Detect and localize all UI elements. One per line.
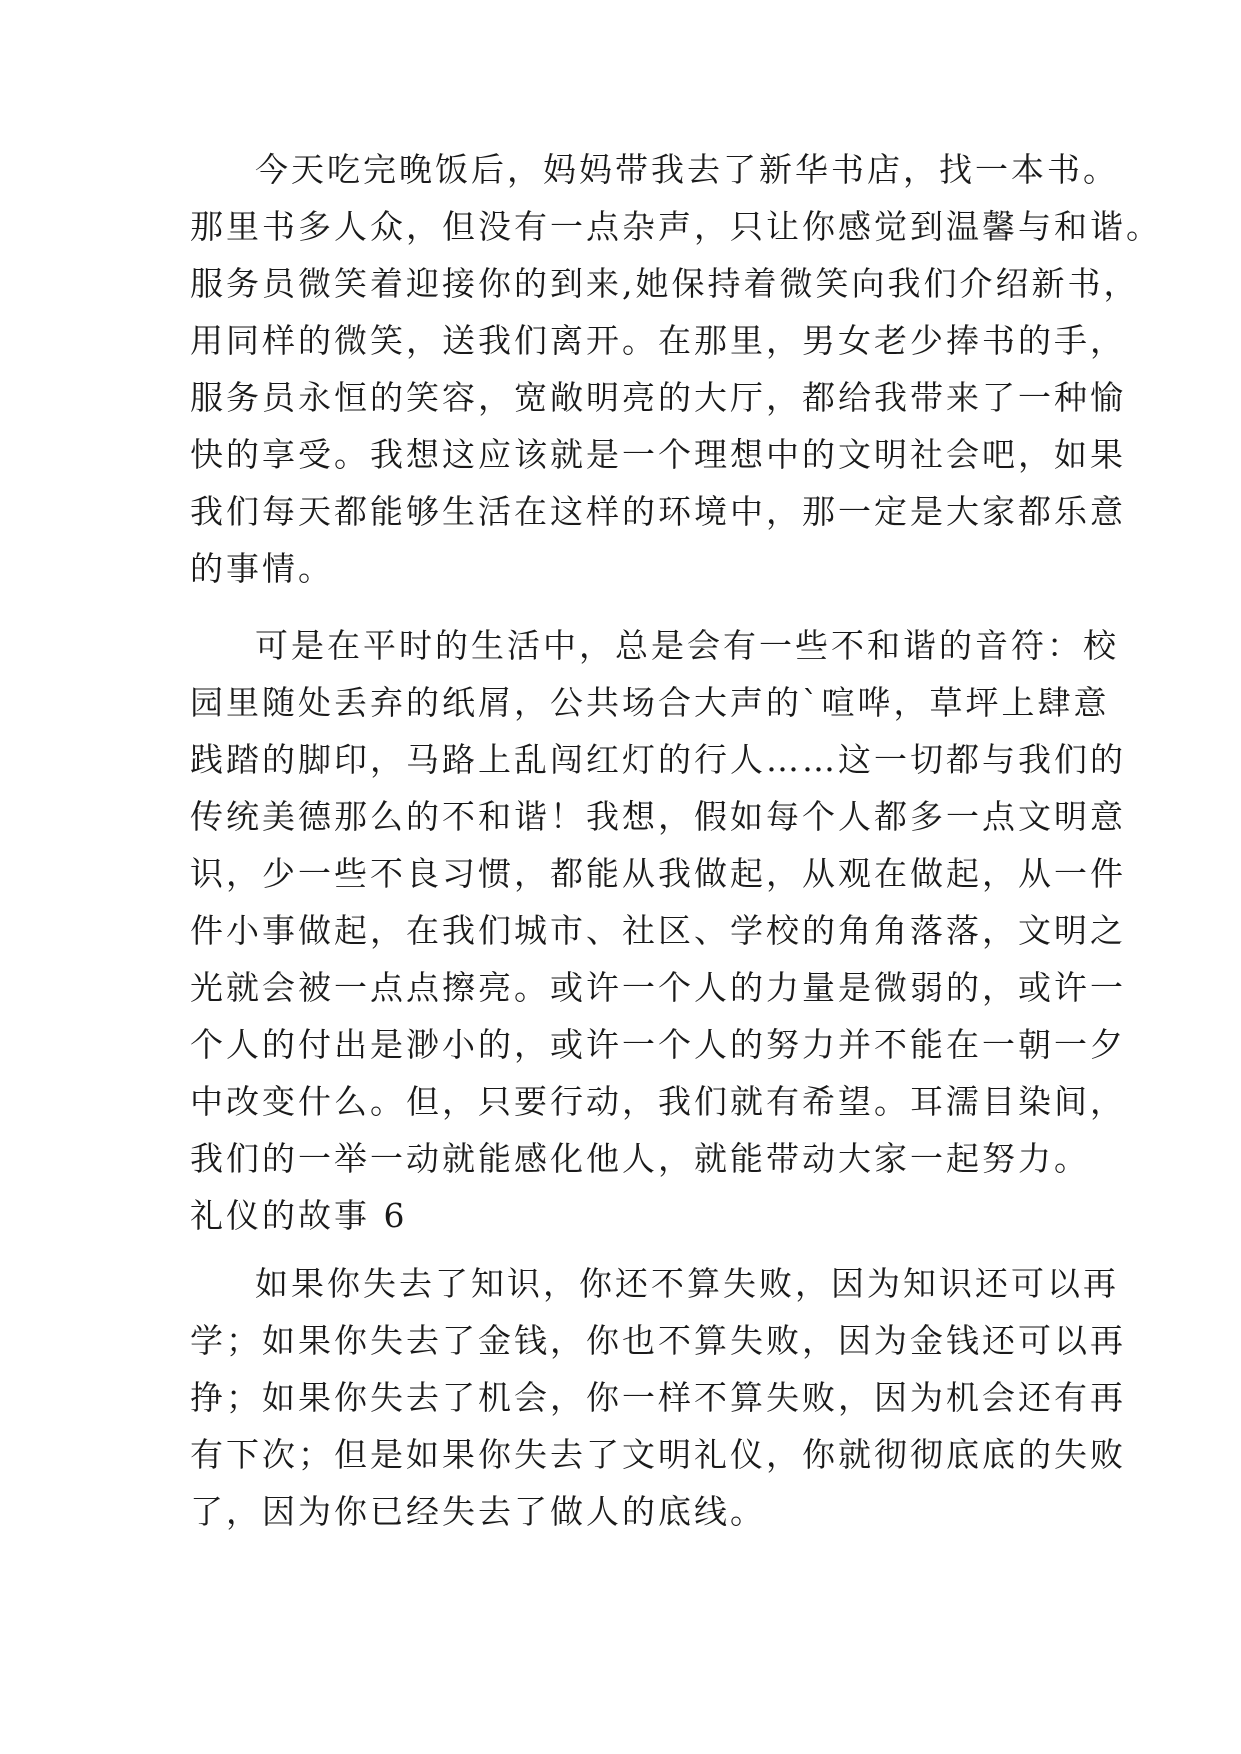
paragraph-3-line-3: 挣；如果你失去了机会，你一样不算失败，因为机会还有再 — [190, 1378, 1126, 1417]
paragraph-2-line-6: 件小事做起，在我们城市、社区、学校的角角落落，文明之 — [190, 911, 1126, 950]
paragraph-2-line-7: 光就会被一点点擦亮。或许一个人的力量是微弱的，或许一 — [190, 968, 1126, 1007]
paragraph-1-line-1: 今天吃完晚饭后，妈妈带我去了新华书店，找一本书。 — [255, 150, 1119, 189]
paragraph-3-line-2: 学；如果你失去了金钱，你也不算失败，因为金钱还可以再 — [190, 1321, 1126, 1360]
paragraph-2-line-2: 园里随处丢弃的纸屑，公共场合大声的`喧哗，草坪上肆意 — [190, 683, 1110, 722]
paragraph-2-line-9: 中改变什么。但，只要行动，我们就有希望。耳濡目染间， — [190, 1082, 1126, 1121]
paragraph-3-line-1: 如果你失去了知识，你还不算失败，因为知识还可以再 — [255, 1264, 1119, 1303]
paragraph-1-line-8: 的事情。 — [190, 549, 334, 588]
paragraph-1-line-5: 服务员永恒的笑容，宽敞明亮的大厅，都给我带来了一种愉 — [190, 378, 1126, 417]
paragraph-2-line-3: 践踏的脚印，马路上乱闯红灯的行人……这一切都与我们的 — [190, 740, 1126, 779]
paragraph-2-line-4: 传统美德那么的不和谐！我想，假如每个人都多一点文明意 — [190, 797, 1126, 836]
paragraph-1-line-6: 快的享受。我想这应该就是一个理想中的文明社会吧，如果 — [190, 435, 1126, 474]
paragraph-1-line-4: 用同样的微笑，送我们离开。在那里，男女老少捧书的手， — [190, 321, 1126, 360]
paragraph-2-line-10: 我们的一举一动就能感化他人，就能带动大家一起努力。 — [190, 1139, 1090, 1178]
paragraph-3-line-4: 有下次；但是如果你失去了文明礼仪，你就彻彻底底的失败 — [190, 1435, 1126, 1474]
paragraph-1-line-7: 我们每天都能够生活在这样的环境中，那一定是大家都乐意 — [190, 492, 1126, 531]
paragraph-2-line-8: 个人的付出是渺小的，或许一个人的努力并不能在一朝一夕 — [190, 1025, 1126, 1064]
paragraph-2-line-5: 识，少一些不良习惯，都能从我做起，从观在做起，从一件 — [190, 854, 1126, 893]
paragraph-1-line-2: 那里书多人众，但没有一点杂声，只让你感觉到温馨与和谐。 — [190, 207, 1162, 246]
paragraph-3-line-5: 了，因为你已经失去了做人的底线。 — [190, 1492, 766, 1531]
paragraph-2-line-1: 可是在平时的生活中，总是会有一些不和谐的音符：校 — [255, 626, 1119, 665]
paragraph-1-line-3: 服务员微笑着迎接你的到来,她保持着微笑向我们介绍新书， — [190, 264, 1140, 303]
section-heading: 礼仪的故事 6 — [190, 1196, 408, 1235]
